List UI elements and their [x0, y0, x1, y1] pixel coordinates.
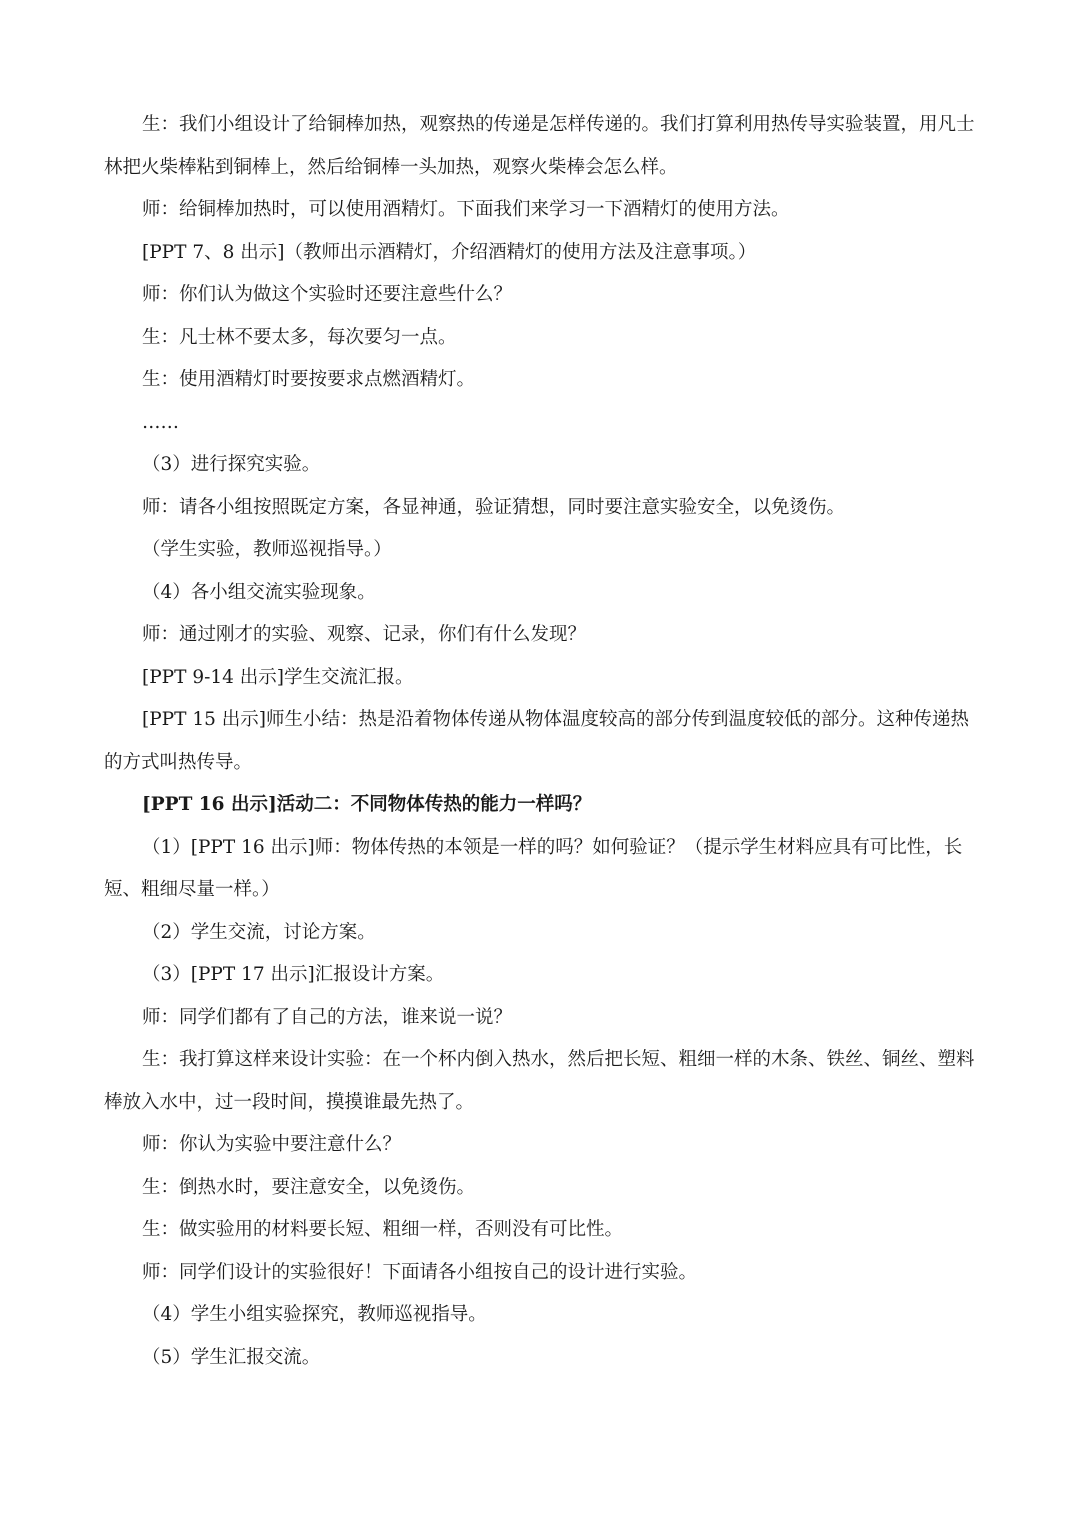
paragraph-step-3: （3）进行探究实验。 [142, 454, 321, 475]
paragraph-teacher-methods: 师：同学们都有了自己的方法，谁来说一说？ [142, 1006, 513, 1028]
paragraph-ppt-9-14: [PPT 9-14 出示]学生交流汇报。 [142, 666, 414, 688]
paragraph-teacher-findings: 师：通过刚才的实验、观察、记录，你们有什么发现？ [142, 624, 587, 645]
paragraph-ellipsis: …… [142, 411, 179, 433]
paragraph-student-experiment: （学生实验，教师巡视指导。） [142, 539, 392, 560]
paragraph-activity-two-heading: [PPT 16 出示]活动二：不同物体传热的能力一样吗？ [142, 794, 592, 815]
paragraph-step-4: （4）各小组交流实验现象。 [142, 581, 376, 603]
paragraph-student-design: 生：我们小组设计了给铜棒加热，观察热的传递是怎样传递的。我们打算利用热传导实验装置，用凡士林把火柴棒粘到铜棒上，然后给铜棒一头加热，观察火柴棒会怎么样。 [104, 114, 975, 178]
paragraph-student-materials: 生：做实验用的材料要长短、粗细一样，否则没有可比性。 [142, 1219, 624, 1240]
paragraph-student-plan: 生：我打算这样来设计实验：在一个杯内倒入热水，然后把长短、粗细一样的木条、铁丝、铜丝、塑料棒放入水中，过一段时间，摸摸谁最先热了。 [104, 1049, 975, 1113]
paragraph-teacher-question: 师：你们认为做这个实验时还要注意些什么？ [142, 284, 513, 305]
paragraph-step-2: （2）学生交流，讨论方案。 [142, 921, 376, 943]
paragraph-student-vaseline: 生：凡士林不要太多，每次要匀一点。 [142, 326, 457, 348]
paragraph-ppt-15-summary: [PPT 15 出示]师生小结：热是沿着物体传递从物体温度较高的部分传到温度较低的部分。这种传递热的方式叫热传导。 [104, 709, 969, 773]
document-page [0, 104, 1080, 1379]
paragraph-teacher-attention: 师：你认为实验中要注意什么？ [142, 1134, 402, 1155]
paragraph-step-1-ppt-16: （1）[PPT 16 出示]师：物体传热的本领是一样的吗？如何验证？（提示学生材料应具有可比性，长短、粗细尽量一样。） [104, 836, 963, 900]
paragraph-step-5: （5）学生汇报交流。 [142, 1346, 321, 1368]
paragraph-student-lamp: 生：使用酒精灯时要按要求点燃酒精灯。 [142, 369, 476, 390]
paragraph-step-4-groups: （4）学生小组实验探究，教师巡视指导。 [142, 1304, 487, 1325]
paragraph-ppt-7-8: [PPT 7、8 出示]（教师出示酒精灯，介绍酒精灯的使用方法及注意事项。） [142, 241, 757, 263]
paragraph-student-safety: 生：倒热水时，要注意安全，以免烫伤。 [142, 1176, 476, 1198]
paragraph-teacher-groups: 师：请各小组按照既定方案，各显神通，验证猜想，同时要注意实验安全，以免烫伤。 [142, 496, 846, 518]
paragraph-teacher-alcohol-lamp: 师：给铜棒加热时，可以使用酒精灯。下面我们来学习一下酒精灯的使用方法。 [142, 199, 790, 220]
paragraph-teacher-praise: 师：同学们设计的实验很好！下面请各小组按自己的设计进行实验。 [142, 1261, 698, 1283]
paragraph-step-3-ppt-17: （3）[PPT 17 出示]汇报设计方案。 [142, 964, 445, 985]
